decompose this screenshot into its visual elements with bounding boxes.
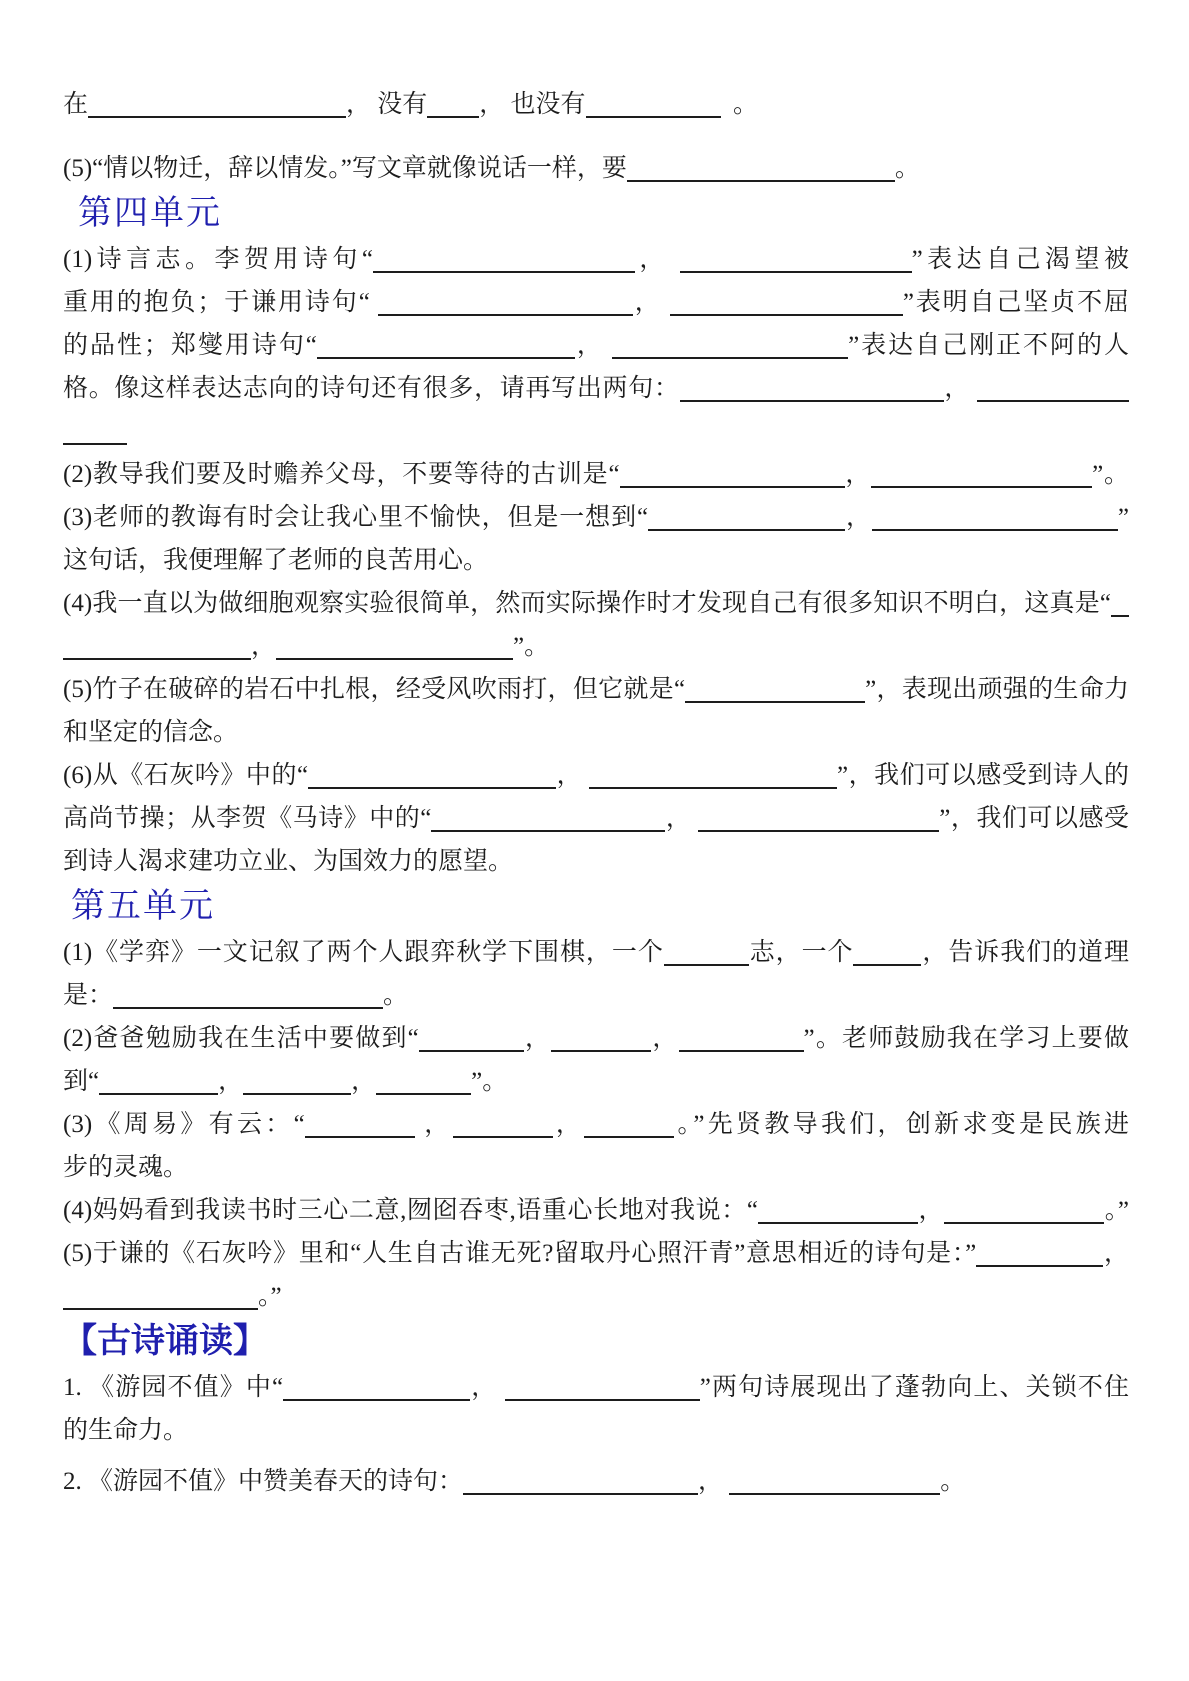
fill-in-blank[interactable] [664,942,749,966]
text-segment: ， [574,332,613,359]
text-segment: (3)老师的教诲有时会让我心里不愉快，但是一想到“ [63,504,649,531]
text-line [63,1060,1129,1103]
text-segment: ，告诉我们的道理 [921,939,1129,966]
fill-in-blank[interactable] [976,1243,1103,1267]
text-segment: 。 [720,91,759,118]
section-heading: 第四单元 [78,195,222,232]
text-line [63,625,1129,668]
text-segment: 。 [940,1468,966,1495]
text-segment: 高尚节操；从李贺《马诗》中的“ [63,805,432,832]
text-segment: 。 [894,155,920,182]
text-segment: ”。 [513,633,550,660]
text-segment: 2. 《游园不值》中赞美春天的诗句： [63,1468,464,1495]
text-segment: (3)《周易》有云：“ [63,1111,305,1138]
text-line [63,147,1129,190]
fill-in-blank[interactable] [63,421,127,445]
fill-in-blank[interactable] [378,292,633,316]
text-segment: ， [634,246,680,273]
text-segment: 重用的抱负；于谦用诗句“ [63,289,378,316]
text-segment: (4)我一直以为做细胞观察实验很简单，然而实际操作时才发现自己有很多知识不明白，这真是“ [63,590,1111,617]
text-segment: 和坚定的信念。 [63,719,239,746]
text-line [63,668,1129,711]
worksheet-content [63,83,1129,1503]
text-segment: ， [251,633,277,660]
text-line [63,1146,1129,1189]
fill-in-blank[interactable] [431,808,665,832]
fill-in-blank[interactable] [729,1471,940,1495]
text-segment: ， [556,762,589,789]
fill-in-blank[interactable] [63,1286,258,1310]
text-segment: ”表达自己刚正不阿的人 [848,332,1129,359]
text-segment: ”表明自己坚贞不屈 [902,289,1129,316]
text-segment: 1. 《游园不值》中“ [63,1374,284,1401]
text-line [63,797,1129,840]
fill-in-blank[interactable] [427,94,479,118]
text-line [63,931,1129,974]
text-segment: 是： [63,982,114,1009]
fill-in-blank[interactable] [305,1114,415,1138]
text-segment: ， [698,1468,730,1495]
fill-in-blank[interactable] [685,679,865,703]
text-segment: (1)诗言志。李贺用诗句“ [63,246,373,273]
fill-in-blank[interactable] [113,985,383,1009]
text-segment: ， [844,461,872,488]
fill-in-blank[interactable] [551,1028,651,1052]
fill-in-blank[interactable] [463,1471,698,1495]
fill-in-blank[interactable] [612,335,848,359]
text-segment: 志，一个 [748,939,854,966]
text-segment: ， 也没有 [479,91,586,118]
text-segment: 。” [258,1283,282,1310]
fill-in-blank[interactable] [758,1200,918,1224]
text-segment: ”。 [1092,461,1129,488]
fill-in-blank[interactable] [1111,593,1129,617]
text-line [63,711,1129,754]
text-segment: ， [943,375,977,402]
fill-in-blank[interactable] [283,1377,470,1401]
text-line [63,324,1129,367]
text-line [63,1103,1129,1146]
text-segment: (5)“情以物迁，辞以情发。”写文章就像说话一样，要 [63,155,627,182]
text-segment: 格。像这样表达志向的诗句还有很多，请再写出两句： [63,375,680,402]
text-segment: 。”先贤教导我们，创新求变是民族进 [674,1111,1129,1138]
text-line [63,281,1129,324]
fill-in-blank[interactable] [419,1028,524,1052]
text-segment: ， [845,504,872,531]
text-segment: (5)于谦的《石灰吟》里和“人生自古谁无死?留取丹心照汗青”意思相近的诗句是：” [63,1240,977,1267]
text-segment: ”两句诗展现出了蓬勃向上、关锁不住 [699,1374,1129,1401]
fill-in-blank[interactable] [871,464,1092,488]
text-line [63,1232,1129,1275]
text-segment: ”，表现出顽强的生命力 [865,676,1129,703]
text-segment: ”。老师鼓励我在学习上要做 [803,1025,1129,1052]
text-segment: (6)从《石灰吟》中的“ [63,762,309,789]
fill-in-blank[interactable] [872,507,1118,531]
fill-in-blank[interactable] [373,249,635,273]
text-segment: ， [552,1111,585,1138]
text-segment: (1)《学弈》一文记叙了两个人跟弈秋学下围棋，一个 [63,939,664,966]
fill-in-blank[interactable] [944,1200,1104,1224]
text-line [63,582,1129,625]
fill-in-blank[interactable] [620,464,845,488]
text-segment: 的品性；郑燮用诗句“ [63,332,317,359]
text-line [63,496,1129,539]
fill-in-blank[interactable] [88,94,346,118]
text-line [63,1460,1129,1503]
fill-in-blank[interactable] [584,1114,674,1138]
fill-in-blank[interactable] [376,1071,471,1095]
text-segment: ”。 [471,1068,508,1095]
fill-in-blank[interactable] [308,765,556,789]
text-segment: (4)妈妈看到我读书时三心二意,囫囵吞枣,语重心长地对我说：“ [63,1197,758,1224]
fill-in-blank[interactable] [648,507,845,531]
text-line [63,1409,1129,1452]
text-line [63,238,1129,281]
text-line [63,1366,1129,1409]
text-segment: 。 [383,982,409,1009]
text-segment: ， [651,1025,679,1052]
fill-in-blank[interactable] [670,292,903,316]
fill-in-blank[interactable] [698,808,939,832]
text-line [63,410,1129,453]
text-segment: 到诗人渴求建功立业、为国效力的愿望。 [63,848,514,875]
fill-in-blank[interactable] [99,1071,218,1095]
text-segment: ， 没有 [346,91,428,118]
text-line [63,83,1129,126]
text-segment: ， [351,1068,377,1095]
text-segment: 在 [63,91,89,118]
text-segment: ”表达自己渴望被 [911,246,1129,273]
fill-in-blank[interactable] [853,942,921,966]
text-segment: ， [665,805,699,832]
text-segment: 步的灵魂。 [63,1154,189,1181]
text-segment: (2)教导我们要及时赡养父母，不要等待的古训是“ [63,461,620,488]
text-segment: ， [218,1068,244,1095]
fill-in-blank[interactable] [317,335,575,359]
fill-in-blank[interactable] [276,636,513,660]
fill-in-blank[interactable] [679,1028,804,1052]
text-line [63,453,1129,496]
section-heading: 【古诗诵读】 [63,1323,267,1360]
text-segment: ， [1103,1240,1129,1267]
text-segment: 这句话，我便理解了老师的良苦用心。 [63,547,489,574]
text-segment: (2)爸爸勉励我在生活中要做到“ [63,1025,419,1052]
fill-in-blank[interactable] [63,636,251,660]
text-segment: ， [414,1111,453,1138]
text-segment: 的生命力。 [63,1417,189,1444]
text-line [63,1275,1129,1318]
text-segment: (5)竹子在破碎的岩石中扎根，经受风吹雨打，但它就是“ [63,676,686,703]
fill-in-blank[interactable] [586,94,721,118]
fill-in-blank[interactable] [627,158,895,182]
section-heading: 第五单元 [71,888,215,925]
text-line [63,539,1129,582]
text-segment: ”，我们可以感受到诗人的 [836,762,1129,789]
text-segment: ” [1117,504,1129,531]
text-segment: ”，我们可以感受 [939,805,1129,832]
text-segment: ， [917,1197,945,1224]
fill-in-blank[interactable] [505,1377,700,1401]
text-segment: ， [523,1025,552,1052]
text-line [63,367,1129,410]
text-line [63,1017,1129,1060]
text-line [63,840,1129,883]
fill-in-blank[interactable] [589,765,837,789]
text-line [63,1189,1129,1232]
text-segment: 。” [1104,1197,1129,1224]
fill-in-blank[interactable] [453,1114,553,1138]
fill-in-blank[interactable] [680,378,944,402]
fill-in-blank[interactable] [680,249,912,273]
fill-in-blank[interactable] [977,378,1129,402]
text-line [63,974,1129,1017]
text-segment: ， [470,1374,505,1401]
text-segment: ， [632,289,670,316]
fill-in-blank[interactable] [243,1071,351,1095]
text-segment: 到“ [63,1068,100,1095]
text-line [63,754,1129,797]
